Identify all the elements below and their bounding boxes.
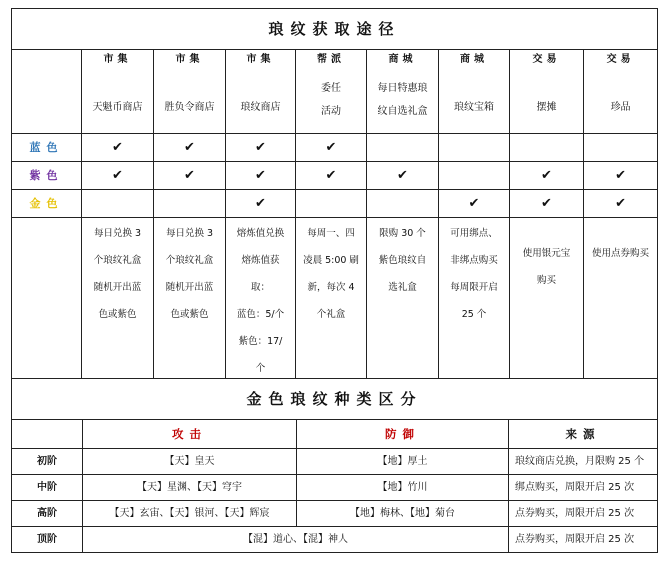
- tier-label: 顶阶: [12, 527, 83, 553]
- description-cell: [439, 218, 510, 391]
- defense-header: 防御: [297, 420, 509, 449]
- description-cell: [296, 218, 367, 391]
- description-line: 可用绑点、: [450, 228, 498, 239]
- source-name: 摆摊: [536, 102, 557, 113]
- description-line: 新，每次 4: [307, 282, 355, 293]
- merged-type-cell: 【混】道心、【混】神人: [83, 527, 509, 553]
- empty-cell: [367, 134, 439, 162]
- tier-header-cell: [12, 420, 83, 449]
- source-category: 市集: [175, 54, 204, 65]
- source-header: 来源: [509, 420, 658, 449]
- defense-cell: 【地】厚土: [297, 449, 509, 475]
- description-line: 色或紫色: [170, 309, 209, 320]
- description-line: 每日兑换 3: [93, 228, 142, 239]
- acquisition-table: [11, 8, 658, 391]
- source-category: 市集: [246, 54, 275, 65]
- tier-source-cell: 点券购买，周限开启 25 次: [509, 527, 658, 553]
- color-row: [12, 162, 658, 190]
- source-category: 市集: [103, 54, 132, 65]
- description-row: [12, 218, 658, 391]
- source-header-cell: [154, 50, 226, 134]
- source-category: 交易: [606, 54, 635, 65]
- description-line: 购买: [536, 275, 556, 286]
- description-line: 25 个: [461, 309, 487, 320]
- source-header-cell: [367, 50, 439, 134]
- empty-cell: [367, 190, 439, 218]
- description-line: 每周一、四: [307, 228, 355, 239]
- source-name: 天魁币商店: [92, 102, 143, 113]
- attack-cell: 【天】皇天: [83, 449, 297, 475]
- description-cell: [154, 218, 226, 391]
- source-header-cell: [82, 50, 154, 134]
- source-category: 交易: [532, 54, 561, 65]
- tier-source-cell: 点券购买，周限开启 25 次: [509, 501, 658, 527]
- description-line: 个琅纹礼盒: [93, 255, 142, 266]
- gold-type-table: [11, 378, 658, 553]
- tier-label: 初阶: [12, 449, 83, 475]
- attack-cell: 【天】星渊、【天】穹宇: [83, 475, 297, 501]
- source-category: 商城: [388, 54, 417, 65]
- source-header-cell: [226, 50, 296, 134]
- check-icon: ✔: [226, 162, 296, 190]
- description-cell: [367, 218, 439, 391]
- page-title: 琅纹获取途径: [12, 9, 658, 50]
- empty-cell: [82, 190, 154, 218]
- description-line: 使用点券购买: [592, 248, 650, 259]
- source-header-cell: [296, 50, 367, 134]
- description-line: 熔炼值获: [241, 255, 280, 266]
- check-icon: ✔: [296, 134, 367, 162]
- description-line: 个: [255, 363, 266, 374]
- description-line: 紫色琅纹自: [378, 255, 427, 266]
- source-category: 商城: [460, 54, 488, 65]
- check-icon: ✔: [226, 190, 296, 218]
- empty-cell: [584, 134, 658, 162]
- description-line: 非绑点购买: [450, 255, 498, 266]
- empty-cell: [439, 162, 510, 190]
- empty-cell: [296, 190, 367, 218]
- tier-label: 中阶: [12, 475, 83, 501]
- description-line: 色或紫色: [98, 309, 137, 320]
- description-cell: [510, 218, 584, 391]
- tier-source-cell: 绑点购买，周限开启 25 次: [509, 475, 658, 501]
- defense-cell: 【地】竹川: [297, 475, 509, 501]
- source-name: 珍品: [610, 102, 631, 113]
- defense-cell: 【地】梅林、【地】菊台: [297, 501, 509, 527]
- tier-source-cell: 琅纹商店兑换，月限购 25 个: [509, 449, 658, 475]
- color-label: 蓝色: [12, 134, 82, 162]
- source-header-cell: [439, 50, 510, 134]
- corner-cell: [12, 50, 82, 134]
- empty-cell: [510, 134, 584, 162]
- attack-header: 攻击: [83, 420, 297, 449]
- description-line: 每日兑换 3: [165, 228, 214, 239]
- check-icon: ✔: [510, 162, 584, 190]
- source-name: 委任: [321, 83, 341, 94]
- description-line: 取：: [250, 282, 270, 293]
- empty-cell: [154, 190, 226, 218]
- check-icon: ✔: [226, 134, 296, 162]
- description-line: 限购 30 个: [379, 228, 426, 239]
- attack-cell: 【天】玄宙、【天】银河、【天】辉宸: [83, 501, 297, 527]
- tier-row: [12, 527, 658, 553]
- source-category: 帮派: [317, 54, 345, 65]
- check-icon: ✔: [154, 162, 226, 190]
- description-cell: [584, 218, 658, 391]
- source-header-row: [12, 50, 658, 134]
- source-name: 每日特惠琅: [377, 83, 428, 94]
- source-name: 琅纹宝箱: [454, 102, 494, 113]
- check-icon: ✔: [584, 162, 658, 190]
- source-name: 纹自选礼盒: [377, 106, 428, 117]
- description-line: 蓝色：5/个: [236, 309, 285, 320]
- description-line: 熔炼值兑换: [236, 228, 285, 239]
- description-line: 每周限开启: [450, 282, 498, 293]
- tier-row: [12, 501, 658, 527]
- check-icon: ✔: [154, 134, 226, 162]
- source-header-cell: [510, 50, 584, 134]
- empty-cell: [439, 134, 510, 162]
- check-icon: ✔: [439, 190, 510, 218]
- description-line: 个琅纹礼盒: [165, 255, 214, 266]
- check-icon: ✔: [296, 162, 367, 190]
- description-label-cell: [12, 218, 82, 391]
- source-name: 活动: [321, 106, 341, 117]
- check-icon: ✔: [82, 162, 154, 190]
- description-line: 紫色：17/: [238, 336, 283, 347]
- description-line: 选礼盒: [388, 282, 417, 293]
- tier-row: [12, 475, 658, 501]
- color-label: 紫色: [12, 162, 82, 190]
- check-icon: ✔: [82, 134, 154, 162]
- tier-label: 高阶: [12, 501, 83, 527]
- source-name: 琅纹商店: [240, 102, 281, 113]
- source-name: 胜负令商店: [164, 102, 215, 113]
- description-line: 使用银元宝: [522, 248, 571, 259]
- source-header-cell: [584, 50, 658, 134]
- tier-row: [12, 449, 658, 475]
- description-line: 个礼盒: [316, 309, 346, 320]
- description-line: 凌晨 5:00 刷: [303, 255, 359, 266]
- description-cell: [82, 218, 154, 391]
- description-line: 随机开出蓝: [165, 282, 214, 293]
- description-line: 随机开出蓝: [93, 282, 142, 293]
- check-icon: ✔: [510, 190, 584, 218]
- section-title: 金色琅纹种类区分: [12, 379, 658, 420]
- check-icon: ✔: [367, 162, 439, 190]
- color-label: 金色: [12, 190, 82, 218]
- check-icon: ✔: [584, 190, 658, 218]
- color-row: [12, 134, 658, 162]
- color-row: [12, 190, 658, 218]
- description-cell: [226, 218, 296, 391]
